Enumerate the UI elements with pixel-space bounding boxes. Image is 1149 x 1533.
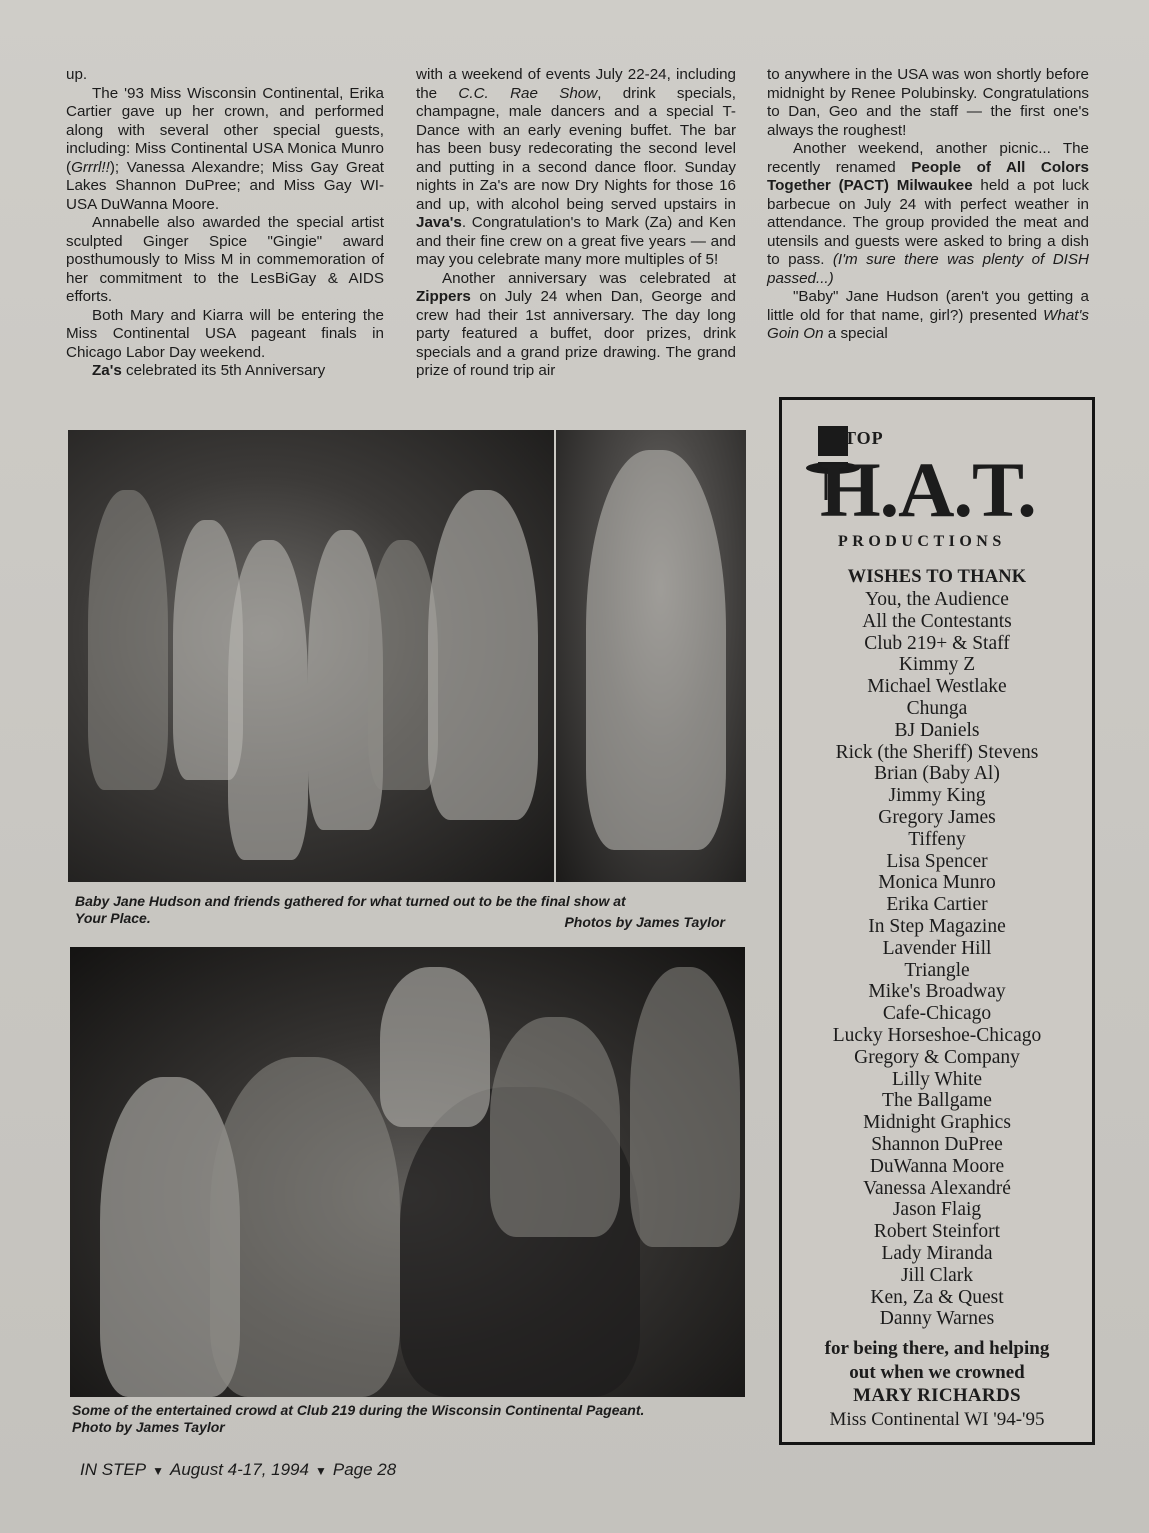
ad-outro	[782, 1337, 1092, 1385]
logo-top-text: TOP	[844, 428, 884, 448]
dancer-photo	[556, 430, 746, 882]
thanks-list-item: Lucky Horseshoe-Chicago	[832, 1024, 1042, 1046]
show-title: What's Goin On	[767, 306, 1089, 342]
thanks-list-item: All the Contestants	[862, 610, 1012, 632]
crowd-photo	[70, 947, 745, 1397]
thanks-list-item: Lady Miranda	[881, 1242, 993, 1264]
photo-figure	[428, 490, 538, 820]
article-column-2	[416, 66, 736, 381]
outro-line: out when we crowned	[849, 1362, 1025, 1383]
paragraph	[767, 288, 1089, 344]
text: with a weekend of events July 22-24, including the	[416, 66, 736, 102]
thanks-list-item: Danny Warnes	[879, 1308, 995, 1330]
venue-name: Zippers	[416, 288, 471, 305]
photo-figure	[380, 967, 490, 1127]
photo-figure	[88, 490, 168, 790]
winner-title: Miss Continental WI '94-'95	[829, 1409, 1045, 1430]
text: "Baby" Jane Hudson (aren't you getting a little old for that name, girl?) presented	[767, 288, 1089, 324]
thanks-list-item: Lisa Spencer	[886, 850, 988, 872]
article-column-1	[66, 66, 384, 381]
show-title: C.C. Rae Show	[458, 84, 598, 102]
photo-credit: Photo by James Taylor	[72, 1419, 225, 1435]
text: , drink specials, champagne, male dancers and a special T-Dance with an early evening buffet. The bar has been busy redecorating the second level and putting in a second dance floor. Sunday nights in Za's are now Dry Nights for those 16 and up, with alcohol being served upstairs in	[416, 84, 736, 213]
text: . Congratulation's to Mark (Za) and Ken and their fine crew on a great five years — and may you celebrate many more multiples of 5!	[416, 214, 736, 268]
caption-text: Some of the entertained crowd at Club 219 during the Wisconsin Continental Pageant.	[72, 1402, 645, 1418]
venue-name: Java's	[416, 214, 462, 231]
text: Both Mary and Kiarra will be entering the Miss Continental USA pageant finals in Chicago Labor Day weekend.	[66, 306, 384, 361]
text: Annabelle also awarded the special artist sculpted Ginger Spice "Gingie" award posthumously to Miss M in commemoration of her commitment to the LesBiGay & AIDS efforts.	[66, 214, 384, 305]
text: celebrated its 5th Anniversary	[121, 362, 326, 379]
publication-name: IN STEP	[80, 1460, 147, 1479]
outro-line: for being there, and helping	[824, 1338, 1050, 1359]
winner-name: MARY RICHARDS	[853, 1385, 1021, 1406]
top-hat-productions-ad	[779, 397, 1095, 1445]
thanks-list-item: Kimmy Z	[898, 654, 976, 676]
paragraph	[66, 85, 384, 215]
organization-name: People of All Colors Together (PACT) Milwaukee	[767, 158, 1090, 194]
thanks-list-item: Gregory & Company	[854, 1046, 1020, 1068]
article-column-3	[767, 66, 1089, 344]
paragraph	[416, 66, 736, 270]
photo-figure	[210, 1057, 400, 1397]
thanks-list-item: Jason Flaig	[892, 1199, 982, 1221]
thanks-list-item: Chunga	[906, 697, 968, 719]
page-number: Page 28	[332, 1460, 397, 1479]
thanks-list-item: Monica Munro	[878, 872, 996, 894]
thanks-list-item: Brian (Baby Al)	[874, 763, 1000, 785]
paragraph	[66, 307, 384, 363]
photo-figure	[490, 1017, 620, 1237]
caption-text: Baby Jane Hudson and friends gathered for what turned out to be the final show at Your Place.	[75, 893, 626, 926]
text: Another anniversary was celebrated at	[442, 269, 736, 287]
photo-credit: Photos by James Taylor	[564, 914, 725, 930]
italic-text: Grrrl!!	[71, 158, 110, 176]
thanks-list	[782, 589, 1092, 1330]
page-footer	[80, 1460, 396, 1480]
italic-text: (I'm sure there was plenty of DISH passed...)	[767, 251, 1090, 287]
ad-headline: WISHES TO THANK	[847, 567, 1027, 587]
photo-figure	[586, 450, 726, 850]
thanks-list-item: Triangle	[904, 959, 970, 981]
thanks-list-item: Cafe-Chicago	[882, 1003, 992, 1025]
paragraph	[66, 66, 384, 85]
logo-productions-text: PRODUCTIONS	[838, 533, 1006, 550]
thanks-list-item: Lilly White	[891, 1068, 983, 1090]
thanks-list-item: BJ Daniels	[894, 719, 980, 741]
text: Another weekend, another picnic... The recently renamed	[767, 140, 1089, 176]
ad-logo	[800, 420, 1080, 580]
thanks-list-item: Jimmy King	[888, 785, 986, 807]
text: up.	[66, 66, 88, 83]
text: a special	[823, 325, 888, 342]
thanks-list-item: Jill Clark	[900, 1264, 974, 1286]
issue-dates: August 4-17, 1994	[170, 1460, 309, 1479]
text: held a pot luck barbecue on July 24 with perfect weather in attendance. The group provided the meat and utensils and guests were asked to bring a dish to pass.	[767, 177, 1089, 268]
photo-figure	[228, 540, 308, 860]
thanks-list-item: Club 219+ & Staff	[864, 632, 1010, 654]
paragraph	[767, 140, 1089, 288]
text: on July 24 when Dan, George and crew had their 1st anniversary. The day long party featured a buffet, door prizes, drink specials and a grand prize drawing. The grand prize of round trip air	[416, 288, 736, 379]
text: The '93 Miss Wisconsin Continental, Erika Cartier gave up her crown, and performed along with several other special guests, including: Miss Continental USA Monica Munro (	[66, 84, 384, 176]
thanks-list-item: Midnight Graphics	[863, 1112, 1011, 1134]
group-photo	[68, 430, 554, 882]
photo-caption	[75, 893, 735, 930]
thanks-list-item: Vanessa Alexandré	[863, 1177, 1011, 1199]
thanks-list-item: DuWanna Moore	[869, 1155, 1005, 1177]
thanks-list-item: The Ballgame	[882, 1090, 992, 1112]
thanks-list-item: Mike's Broadway	[868, 981, 1006, 1003]
thanks-list-item: You, the Audience	[865, 589, 1009, 610]
paragraph	[416, 270, 736, 381]
text: to anywhere in the USA was won shortly before midnight by Renee Polubinsky. Congratulations to Dan, Geo and the staff — the first one's always the roughest!	[767, 66, 1089, 139]
thanks-list-item: Shannon DuPree	[871, 1133, 1003, 1155]
bullet-triangle-icon: ▼	[152, 1464, 165, 1478]
paragraph	[66, 214, 384, 307]
paragraph	[767, 66, 1089, 140]
photo-caption	[72, 1402, 732, 1436]
thanks-list-item: In Step Magazine	[868, 915, 1006, 937]
thanks-list-item: Gregory James	[878, 806, 996, 828]
thanks-list-item: Tiffeny	[908, 828, 966, 850]
thanks-list-item: Ken, Za & Quest	[870, 1286, 1004, 1308]
bullet-triangle-icon: ▼	[314, 1464, 327, 1478]
thanks-list-item: Robert Steinfort	[873, 1221, 1001, 1243]
thanks-list-item: Lavender Hill	[882, 937, 992, 959]
thanks-list-item: Rick (the Sheriff) Stevens	[835, 741, 1039, 763]
text: ); Vanessa Alexandre; Miss Gay Great Lakes Shannon DuPree; and Miss Gay WI-USA DuWanna Moore.	[66, 158, 384, 213]
paragraph	[66, 362, 384, 381]
thanks-list-item: Erika Cartier	[886, 894, 988, 916]
logo-hat-letters: H.A.T.	[820, 446, 1036, 533]
thanks-list-item: Michael Westlake	[867, 676, 1007, 698]
venue-name: Za's	[92, 362, 122, 379]
photo-figure	[630, 967, 740, 1247]
